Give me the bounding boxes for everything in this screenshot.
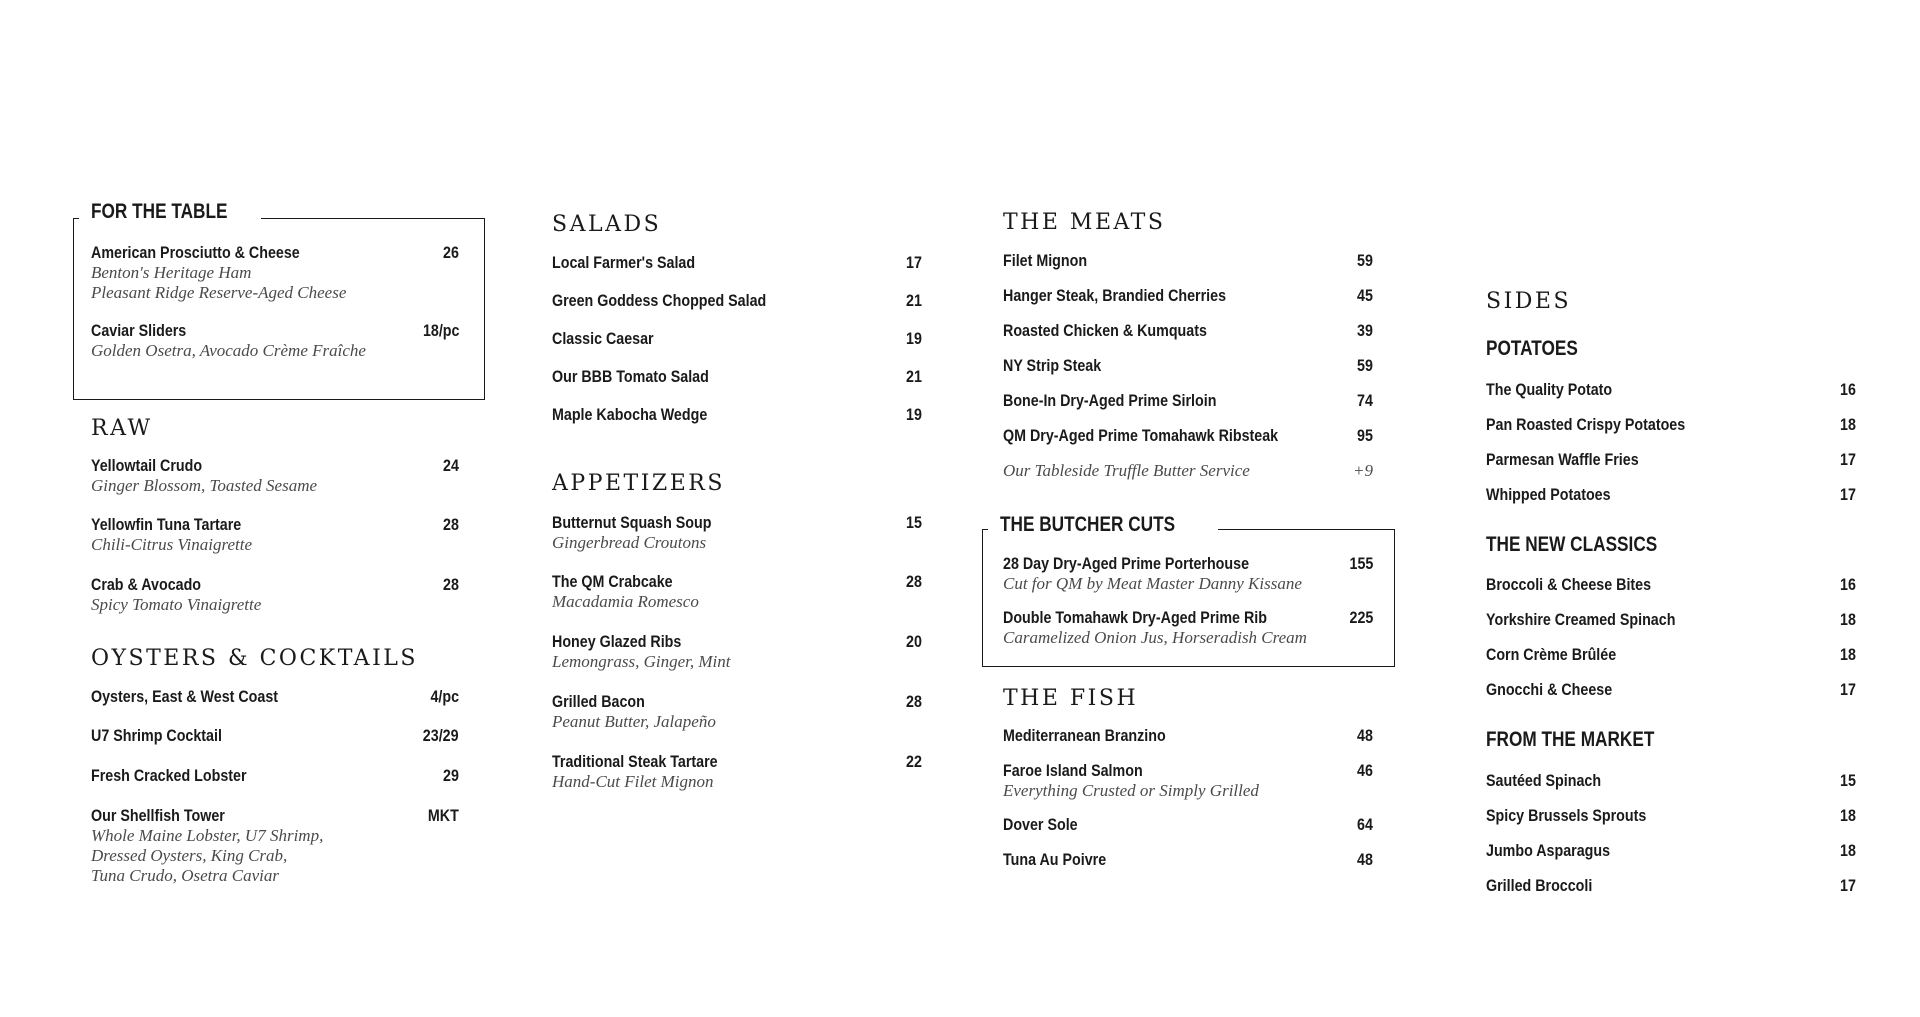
- menu-item: [1003, 815, 1373, 835]
- item-name: 28 Day Dry-Aged Prime Porterhouse: [1003, 554, 1250, 573]
- item-name: Corn Crème Brûlée: [1486, 645, 1617, 664]
- menu-item: [1486, 575, 1856, 595]
- oysters-title: OYSTERS & COCKTAILS: [91, 646, 418, 671]
- item-price: 16: [1840, 575, 1856, 594]
- item-price: 28: [443, 515, 459, 534]
- item-price: 59: [1357, 356, 1373, 375]
- item-price: 21: [906, 367, 922, 386]
- menu-item: [552, 572, 922, 612]
- menu-item: [91, 806, 459, 886]
- item-price: 28: [906, 692, 922, 711]
- item-name: Oysters, East & West Coast: [91, 687, 279, 706]
- item-price: 18: [1840, 645, 1856, 664]
- item-price: 155: [1349, 554, 1373, 573]
- item-name: Our BBB Tomato Salad: [552, 367, 709, 386]
- menu-item-service: [1003, 461, 1373, 481]
- item-price: 64: [1357, 815, 1373, 834]
- item-price: 39: [1357, 321, 1373, 340]
- item-price: 17: [1840, 450, 1856, 469]
- item-name: U7 Shrimp Cocktail: [91, 726, 222, 745]
- item-price: 18: [1840, 806, 1856, 825]
- item-price: 24: [443, 456, 459, 475]
- item-price: 19: [906, 329, 922, 348]
- item-name: Yorkshire Creamed Spinach: [1486, 610, 1676, 629]
- item-name: The Quality Potato: [1486, 380, 1613, 399]
- item-price: 28: [906, 572, 922, 591]
- sides-title: SIDES: [1486, 289, 1572, 314]
- menu-item: [1003, 321, 1373, 341]
- raw-title: RAW: [91, 416, 153, 441]
- item-name: NY Strip Steak: [1003, 356, 1102, 375]
- item-price: 15: [906, 513, 922, 532]
- item-price: 48: [1357, 726, 1373, 745]
- menu-item: [1486, 806, 1856, 826]
- item-price: 48: [1357, 850, 1373, 869]
- butcher-cuts-title: THE BUTCHER CUTS: [1000, 513, 1176, 536]
- menu-item: [552, 291, 922, 311]
- item-name: Green Goddess Chopped Salad: [552, 291, 767, 310]
- item-name: Gnocchi & Cheese: [1486, 680, 1613, 699]
- menu-item: [1486, 680, 1856, 700]
- meats-title: THE MEATS: [1003, 210, 1166, 235]
- item-name: Grilled Bacon: [552, 692, 645, 711]
- item-name: Yellowfin Tuna Tartare: [91, 515, 242, 534]
- item-name: Mediterranean Branzino: [1003, 726, 1166, 745]
- for-the-table-title-wrap: [79, 200, 261, 224]
- menu-item: [1003, 356, 1373, 376]
- item-description: Gingerbread Croutons: [552, 533, 707, 552]
- menu-item: [1003, 251, 1373, 271]
- butcher-cuts-title-wrap: [988, 513, 1218, 537]
- item-price: 4/pc: [430, 687, 459, 706]
- item-price: 26: [443, 243, 459, 262]
- item-name: Faroe Island Salmon: [1003, 761, 1143, 780]
- menu-item: [91, 456, 459, 496]
- menu-item: [1003, 426, 1373, 446]
- item-name: Pan Roasted Crispy Potatoes: [1486, 415, 1686, 434]
- item-name: Hanger Steak, Brandied Cherries: [1003, 286, 1227, 305]
- item-price: 20: [906, 632, 922, 651]
- item-name: Caviar Sliders: [91, 321, 187, 340]
- item-price: 17: [1840, 680, 1856, 699]
- item-name: The QM Crabcake: [552, 572, 673, 591]
- menu-item: [552, 329, 922, 349]
- item-price: 17: [1840, 485, 1856, 504]
- item-name: Roasted Chicken & Kumquats: [1003, 321, 1207, 340]
- item-name: Double Tomahawk Dry-Aged Prime Rib: [1003, 608, 1267, 627]
- menu-item: [1486, 415, 1856, 435]
- item-price: MKT: [428, 806, 459, 825]
- menu-item: [1003, 726, 1373, 746]
- menu-item: [91, 243, 459, 303]
- menu-item: [552, 253, 922, 273]
- item-description: Lemongrass, Ginger, Mint: [552, 652, 731, 671]
- menu-item: [1003, 286, 1373, 306]
- item-name: Our Shellfish Tower: [91, 806, 225, 825]
- item-description: Whole Maine Lobster, U7 Shrimp,: [91, 826, 324, 845]
- item-name: Fresh Cracked Lobster: [91, 766, 247, 785]
- item-price: 45: [1357, 286, 1373, 305]
- fish-title: THE FISH: [1003, 686, 1139, 711]
- item-price: 21: [906, 291, 922, 310]
- item-description: Golden Osetra, Avocado Crème Fraîche: [91, 341, 366, 360]
- item-description: Macadamia Romesco: [552, 592, 699, 611]
- item-description: Chili-Citrus Vinaigrette: [91, 535, 253, 554]
- menu-item: [1003, 554, 1373, 594]
- item-price: 95: [1357, 426, 1373, 445]
- item-price: 17: [906, 253, 922, 272]
- item-price: 59: [1357, 251, 1373, 270]
- item-name: Honey Glazed Ribs: [552, 632, 682, 651]
- item-name: Filet Mignon: [1003, 251, 1088, 270]
- item-price: 19: [906, 405, 922, 424]
- menu-item: [1486, 610, 1856, 630]
- new-classics-title: THE NEW CLASSICS: [1486, 533, 1658, 556]
- item-price: 225: [1349, 608, 1373, 627]
- item-description: Peanut Butter, Jalapeño: [552, 712, 716, 731]
- menu-item: [1486, 841, 1856, 861]
- item-name: Dover Sole: [1003, 815, 1078, 834]
- item-name: Tuna Au Poivre: [1003, 850, 1107, 869]
- menu-item: [552, 367, 922, 387]
- item-description: Tuna Crudo, Osetra Caviar: [91, 866, 279, 885]
- menu-item: [91, 687, 459, 707]
- item-price: 16: [1840, 380, 1856, 399]
- menu-item: [1486, 450, 1856, 470]
- item-price: 28: [443, 575, 459, 594]
- menu-item: [1003, 608, 1373, 648]
- item-price: 18: [1840, 415, 1856, 434]
- menu-item: [1003, 391, 1373, 411]
- menu-item: [91, 726, 459, 746]
- item-price: 17: [1840, 876, 1856, 895]
- item-description: Dressed Oysters, King Crab,: [91, 846, 288, 865]
- potatoes-title: POTATOES: [1486, 337, 1578, 360]
- item-description: Spicy Tomato Vinaigrette: [91, 595, 262, 614]
- menu-item: [552, 513, 922, 553]
- item-name: Sautéed Spinach: [1486, 771, 1602, 790]
- item-name: QM Dry-Aged Prime Tomahawk Ribsteak: [1003, 426, 1279, 445]
- item-price: 18: [1840, 841, 1856, 860]
- item-name: Crab & Avocado: [91, 575, 202, 594]
- item-price: 29: [443, 766, 459, 785]
- menu-item: [1486, 645, 1856, 665]
- item-description: Caramelized Onion Jus, Horseradish Cream: [1003, 628, 1307, 647]
- item-price: +9: [1353, 461, 1373, 480]
- menu-item: [552, 632, 922, 672]
- item-price: 18: [1840, 610, 1856, 629]
- item-name: Local Farmer's Salad: [552, 253, 696, 272]
- for-the-table-title: FOR THE TABLE: [91, 200, 228, 223]
- item-name: Parmesan Waffle Fries: [1486, 450, 1639, 469]
- appetizers-title: APPETIZERS: [552, 471, 725, 496]
- item-name: Jumbo Asparagus: [1486, 841, 1611, 860]
- menu-item: [1003, 761, 1373, 801]
- item-description: Hand-Cut Filet Mignon: [552, 772, 714, 791]
- item-description: Pleasant Ridge Reserve-Aged Cheese: [91, 283, 347, 302]
- item-name: Maple Kabocha Wedge: [552, 405, 708, 424]
- item-price: 46: [1357, 761, 1373, 780]
- menu-item: [1486, 485, 1856, 505]
- item-price: 15: [1840, 771, 1856, 790]
- item-price: 22: [906, 752, 922, 771]
- item-name: Whipped Potatoes: [1486, 485, 1611, 504]
- item-name: Bone-In Dry-Aged Prime Sirloin: [1003, 391, 1217, 410]
- item-description: Cut for QM by Meat Master Danny Kissane: [1003, 574, 1302, 593]
- item-name: Classic Caesar: [552, 329, 654, 348]
- item-description: Benton's Heritage Ham: [91, 263, 252, 282]
- salads-title: SALADS: [552, 212, 662, 237]
- menu-item: [91, 515, 459, 555]
- item-price: 23/29: [423, 726, 459, 745]
- menu-item: [91, 321, 459, 361]
- item-description: Ginger Blossom, Toasted Sesame: [91, 476, 318, 495]
- item-description: Everything Crusted or Simply Grilled: [1003, 781, 1259, 800]
- menu-item: [91, 575, 459, 615]
- menu-item: [552, 405, 922, 425]
- menu-item: [1486, 380, 1856, 400]
- menu-item: [552, 692, 922, 732]
- item-name: American Prosciutto & Cheese: [91, 243, 300, 262]
- item-name: Traditional Steak Tartare: [552, 752, 718, 771]
- menu-item: [552, 752, 922, 792]
- market-title: FROM THE MARKET: [1486, 728, 1655, 751]
- item-name: Spicy Brussels Sprouts: [1486, 806, 1647, 825]
- item-name: Butternut Squash Soup: [552, 513, 712, 532]
- item-name: Yellowtail Crudo: [91, 456, 203, 475]
- item-name: Grilled Broccoli: [1486, 876, 1593, 895]
- menu-item: [91, 766, 459, 786]
- menu-item: [1486, 771, 1856, 791]
- menu-item: [1003, 850, 1373, 870]
- item-price: 18/pc: [422, 321, 459, 340]
- menu-item: [1486, 876, 1856, 896]
- item-name: Broccoli & Cheese Bites: [1486, 575, 1652, 594]
- item-price: 74: [1357, 391, 1373, 410]
- item-name: Our Tableside Truffle Butter Service: [1003, 461, 1250, 480]
